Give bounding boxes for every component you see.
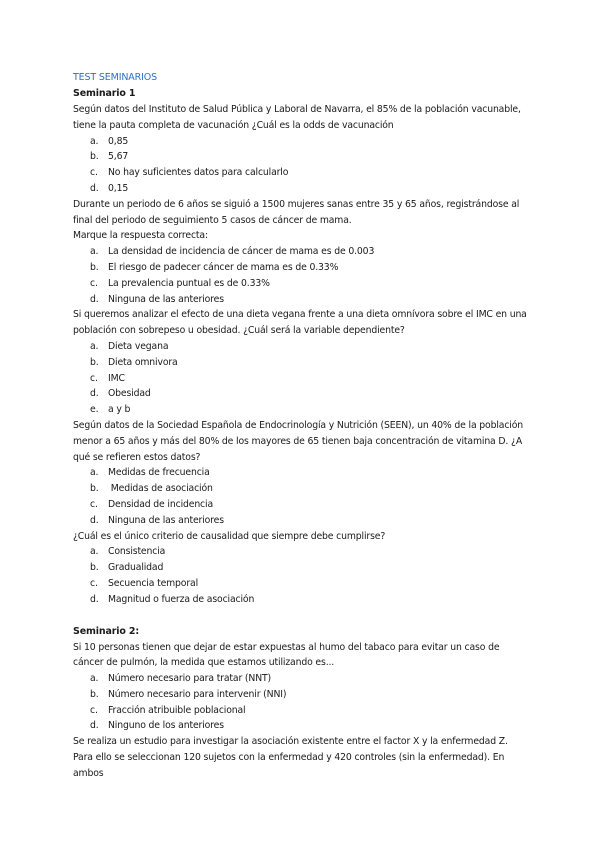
option-item: [73, 149, 528, 165]
option-item: [73, 513, 528, 529]
option-text: Número necesario para tratar (NNT): [108, 673, 272, 685]
option-text: Ninguno de los anteriores: [108, 720, 224, 732]
option-text: Gradualidad: [108, 562, 164, 574]
option-item: [73, 165, 528, 181]
section-spacer: [73, 608, 528, 624]
option-text: 0,85: [108, 135, 129, 147]
option-letter: b.: [90, 688, 99, 700]
option-letter: a.: [90, 467, 99, 479]
question-2-prompt: Marque la respuesta correcta:: [73, 230, 208, 242]
seminario-1-heading: Seminario 1: [73, 88, 136, 99]
option-text: Medidas de frecuencia: [108, 467, 210, 479]
option-item: [73, 687, 528, 703]
option-item: [73, 292, 528, 308]
option-letter: a.: [90, 546, 99, 558]
question-5-options: [73, 544, 528, 607]
option-text: El riesgo de padecer cáncer de mama es de 0.33%: [108, 261, 339, 273]
option-letter: d.: [90, 593, 99, 605]
option-letter: d.: [90, 182, 99, 194]
option-letter: b.: [90, 483, 99, 495]
option-text: Medidas de asociación: [108, 483, 213, 495]
seminario-2-heading: Seminario 2:: [73, 625, 139, 637]
option-text: Consistencia: [108, 546, 166, 558]
question-3-text: Si queremos analizar el efecto de una dieta vegana frente a una dieta omnívora sobre el IMC en una población con sobrepeso u obesidad. ¿Cuál será la variable dependiente?: [73, 309, 527, 337]
seminario-2-question-2-text: Se realiza un estudio para investigar la asociación existente entre el factor X y la enfermedad Z. Para ello se seleccionan 120 sujetos con la enfermedad y 420 controles (sin la enfermedad). En ambos: [73, 736, 508, 779]
option-text: Densidad de incidencia: [108, 498, 214, 510]
question-5-text: ¿Cuál es el único criterio de causalidad que siempre debe cumplirse?: [73, 530, 386, 542]
option-item: [73, 402, 528, 418]
option-item: [73, 244, 528, 260]
option-item: [73, 181, 528, 197]
option-text: Dieta vegana: [108, 340, 169, 352]
option-text: La densidad de incidencia de cáncer de mama es de 0.003: [108, 246, 375, 258]
option-letter: a.: [90, 246, 99, 258]
document-content: [73, 70, 528, 782]
question-2-options: [73, 244, 528, 307]
option-item: [73, 355, 528, 371]
option-text: 0,15: [108, 182, 129, 194]
option-text: Secuencia temporal: [108, 577, 198, 589]
document-title: TEST SEMINARIOS: [73, 72, 157, 83]
option-letter: a.: [90, 340, 99, 352]
option-letter: c.: [90, 167, 98, 179]
question-4-options: [73, 465, 528, 528]
option-item: [73, 671, 528, 687]
question-4-text: Según datos de la Sociedad Española de Endocrinología y Nutrición (SEEN), un 40% de la población menor a 65 años y más del 80% de los mayores de 65 tienen baja concentración de vitamina D. ¿A qué se refieren estos datos?: [73, 419, 523, 463]
option-item: [73, 560, 528, 576]
option-letter: d.: [90, 720, 99, 732]
option-letter: c.: [90, 577, 98, 589]
option-letter: d.: [90, 293, 99, 305]
option-text: IMC: [108, 372, 125, 384]
option-item: [73, 386, 528, 402]
option-item: [73, 134, 528, 150]
option-item: [73, 465, 528, 481]
option-item: [73, 592, 528, 608]
option-item: [73, 481, 528, 497]
option-text: Obesidad: [108, 388, 151, 400]
option-text: Fracción atribuible poblacional: [108, 704, 246, 716]
option-text: Magnitud o fuerza de asociación: [108, 593, 255, 605]
seminario-2-question-1-options: [73, 671, 528, 734]
question-3-options: [73, 339, 528, 418]
option-text: Ninguna de las anteriores: [108, 514, 224, 526]
question-1-options: [73, 134, 528, 197]
option-item: [73, 276, 528, 292]
option-item: [73, 718, 528, 734]
option-letter: b.: [90, 261, 99, 273]
option-letter: d.: [90, 514, 99, 526]
option-letter: b.: [90, 151, 99, 163]
option-item: [73, 371, 528, 387]
seminario-2-question-1-text: Si 10 personas tienen que dejar de estar expuestas al humo del tabaco para evitar un caso de cáncer de pulmón, la medida que estamos utilizando es...: [73, 641, 500, 669]
option-text: 5,67: [108, 151, 129, 163]
option-letter: c.: [90, 498, 98, 510]
option-item: [73, 544, 528, 560]
option-text: Dieta omnivora: [108, 356, 178, 368]
option-item: [73, 339, 528, 355]
option-letter: d.: [90, 388, 99, 400]
option-item: [73, 576, 528, 592]
option-text: Ninguna de las anteriores: [108, 293, 224, 305]
option-item: [73, 260, 528, 276]
option-item: [73, 703, 528, 719]
question-2-text: Durante un periodo de 6 años se siguió a 1500 mujeres sanas entre 35 y 65 años, registrándose al final del periodo de seguimiento 5 casos de cáncer de mama.: [73, 198, 520, 226]
option-item: [73, 497, 528, 513]
option-letter: c.: [90, 704, 98, 716]
option-text: No hay suficientes datos para calcularlo: [108, 167, 289, 179]
option-text: a y b: [108, 404, 131, 416]
option-letter: c.: [90, 372, 98, 384]
option-letter: a.: [90, 673, 99, 685]
option-letter: b.: [90, 562, 99, 574]
option-letter: a.: [90, 135, 99, 147]
option-text: Número necesario para intervenir (NNI): [108, 688, 287, 700]
option-letter: b.: [90, 356, 99, 368]
question-1-text: Según datos del Instituto de Salud Pública y Laboral de Navarra, el 85% de la población vacunable, tiene la pauta completa de vacunación ¿Cuál es la odds de vacunación: [73, 104, 521, 131]
option-text: La prevalencia puntual es de 0.33%: [108, 277, 270, 289]
option-letter: c.: [90, 277, 98, 289]
option-letter: e.: [90, 404, 99, 416]
